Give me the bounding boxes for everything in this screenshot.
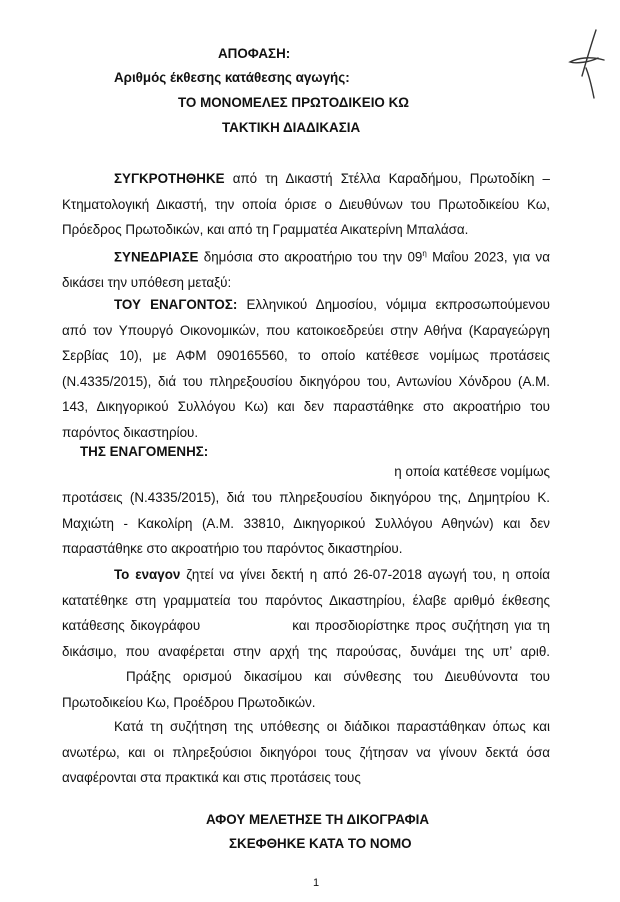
plaintiff-lead: ΤΟΥ ΕΝΑΓΟΝΤΟΣ: (114, 297, 238, 312)
decision-title: ΑΠΟΦΑΣΗ: (218, 46, 291, 61)
session-paragraph (62, 241, 550, 295)
claim-lead: Το εναγον (114, 567, 181, 582)
plaintiff-paragraph (62, 292, 550, 445)
procedure-type: ΤΑΚΤΙΚΗ ΔΙΑΔΙΚΑΣΙΑ (222, 120, 361, 135)
claim-text-b: και προσδιορίστηκε προς συζήτηση για τη δικάσιμο, που αναφέρεται στην αρχή της παρούσας, δυνάμει της υπ’ αριθ. (62, 618, 550, 659)
session-text-a: δημόσια στο ακροατήριο του την 09 (198, 249, 423, 265)
court-name: ΤΟ ΜΟΝΟΜΕΛΕΣ ΠΡΩΤΟΔΙΚΕΙΟ ΚΩ (178, 95, 409, 110)
defendant-line1: η οποία κατέθεσε νομίμως (394, 464, 550, 479)
session-sup: η (422, 249, 427, 258)
plaintiff-text: Ελληνικού Δημοσίου, νόμιμα εκπροσωπούμενου από τον Υπουργό Οικονομικών, που κατοικοεδρεύει στην Αθήνα (Καραγεώργη Σερβίας 10), με ΑΦΜ 090165560, το οποίο κατέθεσε νομίμως προτάσεις (Ν.4335/2015), διά του πληρεξουσίου δικηγόρου του, Αντωνίου Χόνδρου (Α.Μ. 143, Δικηγορικού Συλλόγου Κω) και δεν παραστάθηκε στο ακροατήριο του παρόντος δικαστηρίου. (62, 297, 550, 440)
claim-paragraph (62, 562, 550, 715)
session-lead: ΣΥΝΕΔΡΙΑΣΕ (114, 249, 199, 265)
defendant-lead: ΤΗΣ ΕΝΑΓΟΜΕΝΗΣ: (80, 444, 209, 459)
page-number: 1 (313, 877, 320, 889)
composition-text: από τη Δικαστή Στέλλα Καραδήμου, Πρωτοδίκη – Κτηματολογική Δικαστή, την οποία όρισε ο Διευθύνων του Πρωτοδικείου Κω, Πρόεδρος Πρωτοδικών, και από τη Γραμματέα Αικατερίνη Μπαλάσα. (62, 171, 550, 237)
composition-paragraph (62, 166, 550, 243)
considered-heading: ΣΚΕΦΘΗΚΕ ΚΑΤΑ ΤΟ ΝΟΜΟ (229, 836, 412, 851)
session-text-b: Μαΐου 2023, για να δικάσει την υπόθεση μεταξύ: (62, 249, 550, 290)
filing-number-label: Αριθμός έκθεσης κατάθεσης αγωγής: (114, 70, 350, 85)
composition-lead: ΣΥΓΚΡΟΤΗΘΗΚΕ (114, 171, 225, 186)
handwritten-signature (568, 28, 608, 100)
claim-text-c: Πράξης ορισμού δικασίμου και σύνθεσης του Διευθύνοντα του Πρωτοδικείου Κω, Προέδρου Πρωτοδικών. (62, 669, 550, 710)
claim-text-a: ζητεί να γίνει δεκτή η από 26-07-2018 αγωγή του, η οποία κατατέθηκε στη γραμματεία του παρόντος Δικαστηρίου, έλαβε αριθμό έκθεσης κατάθεσης δικογράφου (62, 567, 550, 633)
hearing-paragraph: Κατά τη συζήτηση της υπόθεσης οι διάδικοι παραστάθηκαν όπως και ανωτέρω, και οι πληρεξούσιοι δικηγόροι τους ζήτησαν να γίνουν δεκτά όσα αναφέρονται στα πρακτικά και στις προτάσεις τους (62, 719, 550, 785)
defendant-text: προτάσεις (Ν.4335/2015), διά του πληρεξουσίου δικηγόρου της, Δημητρίου Κ. Μαχιώτη - Κακολίρη (Α.Μ. 33810, Δικηγορικού Συλλόγου Αθηνών) και δεν παραστάθηκε στο ακροατήριο του παρόντος δικαστηρίου. (62, 490, 550, 556)
studied-heading: ΑΦΟΥ ΜΕΛΕΤΗΣΕ ΤΗ ΔΙΚΟΓΡΑΦΙΑ (206, 812, 430, 827)
